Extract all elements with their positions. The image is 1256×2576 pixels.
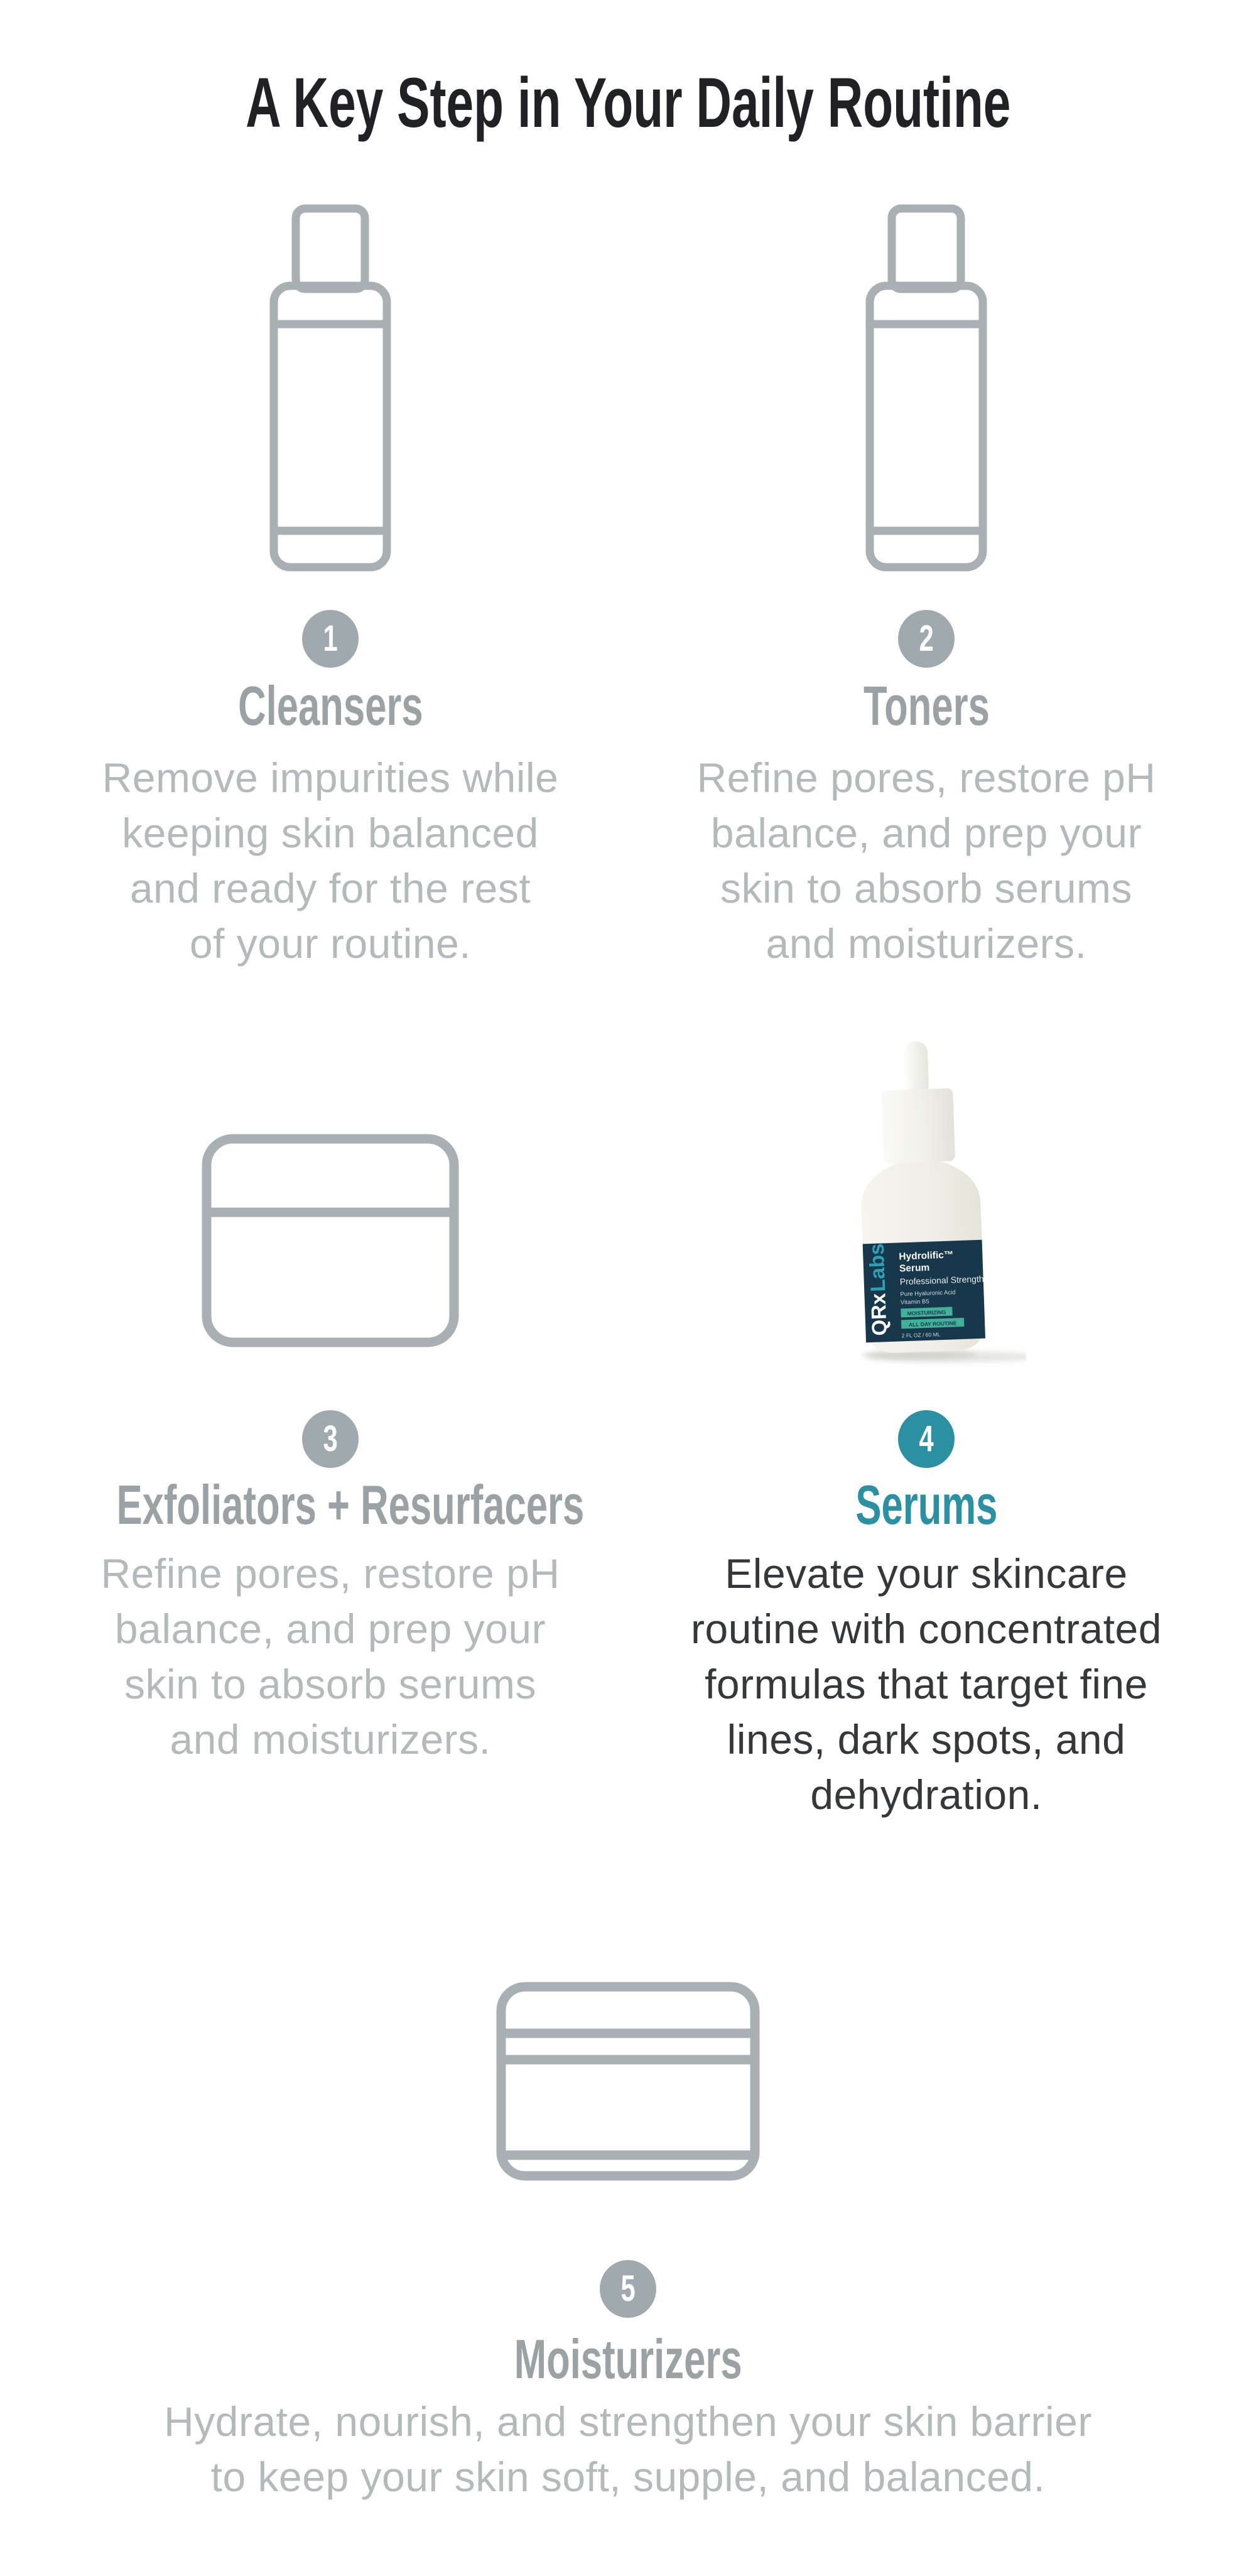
exfoliator-jar-icon — [202, 1134, 459, 1347]
step-description: Elevate your skincare routine with concentrated formulas that target fine lines, dark spots, and dehydration. — [691, 1550, 1162, 1818]
serum-product-image — [825, 1038, 1026, 1377]
step-title-moisturizers: Moisturizers — [514, 2328, 742, 2390]
step-title-exfoliators: Exfoliators + Resurfacers — [116, 1474, 585, 1536]
step-number-badge-highlight: 4 — [898, 1410, 955, 1468]
label-line2: Serum — [899, 1262, 930, 1274]
dropper-bulb — [903, 1041, 929, 1096]
label-line1: Hydrolific™ — [899, 1249, 954, 1263]
product-shadow — [862, 1350, 1026, 1362]
step-description: Hydrate, nourish, and strengthen your skin barrier to keep your skin soft, supple, and balanced. — [164, 2398, 1092, 2500]
page-title: A Key Step in Your Daily Routine — [245, 63, 1011, 142]
moisturizer-jar-icon — [496, 1982, 760, 2181]
step-title-cleansers: Cleansers — [237, 675, 423, 737]
label-badge1: MOISTURIZING — [907, 1308, 946, 1317]
label-line5: Vitamin B5 — [900, 1298, 929, 1307]
step-description: Refine pores, restore pH balance, and prep your skin to absorb serums and moisturizers. — [100, 1550, 560, 1763]
brand-qrx: QRx — [866, 1293, 891, 1337]
step-number-badge: 3 — [302, 1410, 359, 1468]
cleanser-bottle-icon — [269, 204, 392, 572]
step-title-serums: Serums — [855, 1474, 997, 1536]
step-number-badge: 5 — [600, 2260, 656, 2318]
label-size: 2 FL OZ / 60 ML — [901, 1331, 941, 1339]
serum-bottle — [856, 1040, 987, 1354]
label-badge2: ALL DAY ROUTINE — [908, 1320, 957, 1328]
brand-labs: Labs — [864, 1242, 890, 1293]
step-description: Remove impurities while keeping skin balanced and ready for the rest of your routine. — [102, 754, 559, 967]
step-description: Refine pores, restore pH balance, and prep your skin to absorb serums and moisturizers. — [696, 754, 1156, 967]
label-line3: Professional Strength — [899, 1273, 984, 1287]
step-number-badge: 2 — [898, 610, 955, 668]
step-number-badge: 1 — [302, 610, 359, 668]
dropper-cap — [881, 1088, 955, 1163]
toner-bottle-icon — [865, 204, 988, 572]
step-title-toners: Toners — [863, 675, 990, 737]
label-line4: Pure Hyaluronic Acid — [900, 1289, 956, 1298]
